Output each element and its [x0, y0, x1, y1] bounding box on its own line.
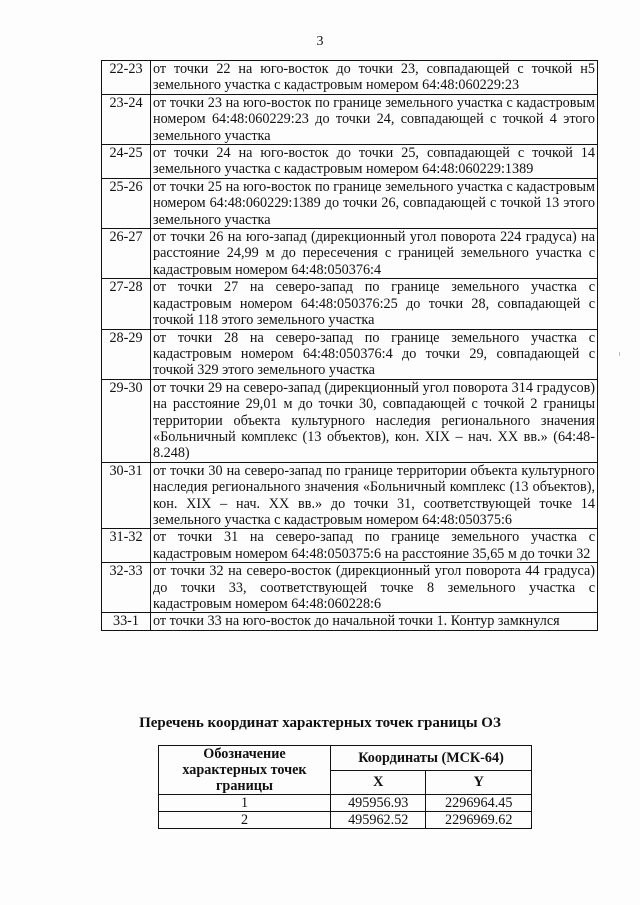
scan-artifact: [619, 352, 620, 356]
segment-description-cell: от точки 27 на северо-запад по границе земельного участка с кадастровым номером 64:48:050376:25 до точки 28, совпадающей с точкой 118 этого земельного участка: [151, 279, 598, 329]
segment-description-cell: от точки 28 на северо-запад по границе земельного участка с кадастровым номером 64:48:050376:4 до точки 29, совпадающей с точкой 329 этого земельного участка: [151, 329, 598, 379]
segment-row: [102, 563, 598, 613]
segment-description-cell: от точки 26 на юго-запад (дирекционный угол поворота 224 градуса) на расстояние 24,99 м до пересечения с границей земельного участка с кадастровым номером 64:48:050376:4: [151, 229, 598, 279]
segment-id-cell: 33-1: [102, 613, 151, 630]
segment-row: [102, 329, 598, 379]
coords-header-row: [159, 746, 532, 771]
page-number: 3: [316, 34, 324, 49]
segment-row: [102, 61, 598, 95]
segment-description-cell: от точки 25 на юго-восток по границе земельного участка с кадастровым номером 64:48:060229:1389 до точки 26, совпадающей с точкой 13 этого земельного участка: [151, 178, 598, 228]
coords-row: [159, 795, 532, 812]
coords-point-cell: 2: [159, 812, 331, 829]
segment-id-cell: 23-24: [102, 94, 151, 144]
segment-row: [102, 229, 598, 279]
segment-id-cell: 29-30: [102, 379, 151, 462]
segment-id-cell: 30-31: [102, 462, 151, 529]
header-coords-cell: Координаты (МСК-64): [331, 746, 532, 771]
segment-id-cell: 32-33: [102, 563, 151, 613]
coords-x-cell: 495962.52: [331, 812, 426, 829]
segment-row: [102, 613, 598, 630]
segment-description-cell: от точки 30 на северо-запад по границе территории объекта культурного наследия регионального значения «Больничный комплекс (13 объектов), кон. XIX – нач. XX вв.» до точки 31, соответствующей точке 14 земельного участка с кадастровым номером 64:48:050375:6: [151, 462, 598, 529]
segment-row: [102, 94, 598, 144]
segment-id-cell: 31-32: [102, 529, 151, 563]
header-point-cell: Обозначение характерных точек границы: [159, 746, 331, 795]
segment-description-cell: от точки 33 на юго-восток до начальной точки 1. Контур замкнулся: [151, 613, 598, 630]
segment-id-cell: 27-28: [102, 279, 151, 329]
coords-y-cell: 2296964.45: [426, 795, 532, 812]
segment-description-cell: от точки 29 на северо-запад (дирекционный угол поворота 314 градусов) на расстояние 29,01 м до точки 30, совпадающей с точкой 2 границы территории объекта культурного наследия регионального значения «Больничный комплекс (13 объектов), кон. XIX – нач. XX вв.» (64:48-8.248): [151, 379, 598, 462]
segment-row: [102, 279, 598, 329]
segment-row: [102, 178, 598, 228]
segment-id-cell: 28-29: [102, 329, 151, 379]
coords-y-cell: 2296969.62: [426, 812, 532, 829]
segment-description-cell: от точки 23 на юго-восток по границе земельного участка с кадастровым номером 64:48:060229:23 до точки 24, совпадающей с точкой 4 этого земельного участка: [151, 94, 598, 144]
segment-row: [102, 462, 598, 529]
coordinates-table: [158, 745, 532, 829]
header-y-cell: Y: [426, 770, 532, 795]
segment-description-cell: от точки 24 на юго-восток до точки 25, совпадающей с точкой 14 земельного участка с кадастровым номером 64:48:060229:1389: [151, 145, 598, 179]
segment-row: [102, 529, 598, 563]
coords-row: [159, 812, 532, 829]
segment-row: [102, 379, 598, 462]
segment-id-cell: 26-27: [102, 229, 151, 279]
segment-id-cell: 25-26: [102, 178, 151, 228]
segment-id-cell: 24-25: [102, 145, 151, 179]
segment-row: [102, 145, 598, 179]
segment-id-cell: 22-23: [102, 61, 151, 95]
segment-description-cell: от точки 22 на юго-восток до точки 23, совпадающей с точкой н5 земельного участка с кадастровым номером 64:48:060229:23: [151, 61, 598, 95]
segment-description-cell: от точки 31 на северо-запад по границе земельного участка с кадастровым номером 64:48:050375:6 на расстояние 35,65 м до точки 32: [151, 529, 598, 563]
boundary-description-table: [101, 60, 598, 631]
coords-x-cell: 495956.93: [331, 795, 426, 812]
coords-point-cell: 1: [159, 795, 331, 812]
segment-description-cell: от точки 32 на северо-восток (дирекционный угол поворота 44 градуса) до точки 33, соответствующей точке 8 земельного участка с кадастровым номером 64:48:060228:6: [151, 563, 598, 613]
header-x-cell: X: [331, 770, 426, 795]
section-title: Перечень координат характерных точек границы ОЗ: [139, 715, 501, 731]
